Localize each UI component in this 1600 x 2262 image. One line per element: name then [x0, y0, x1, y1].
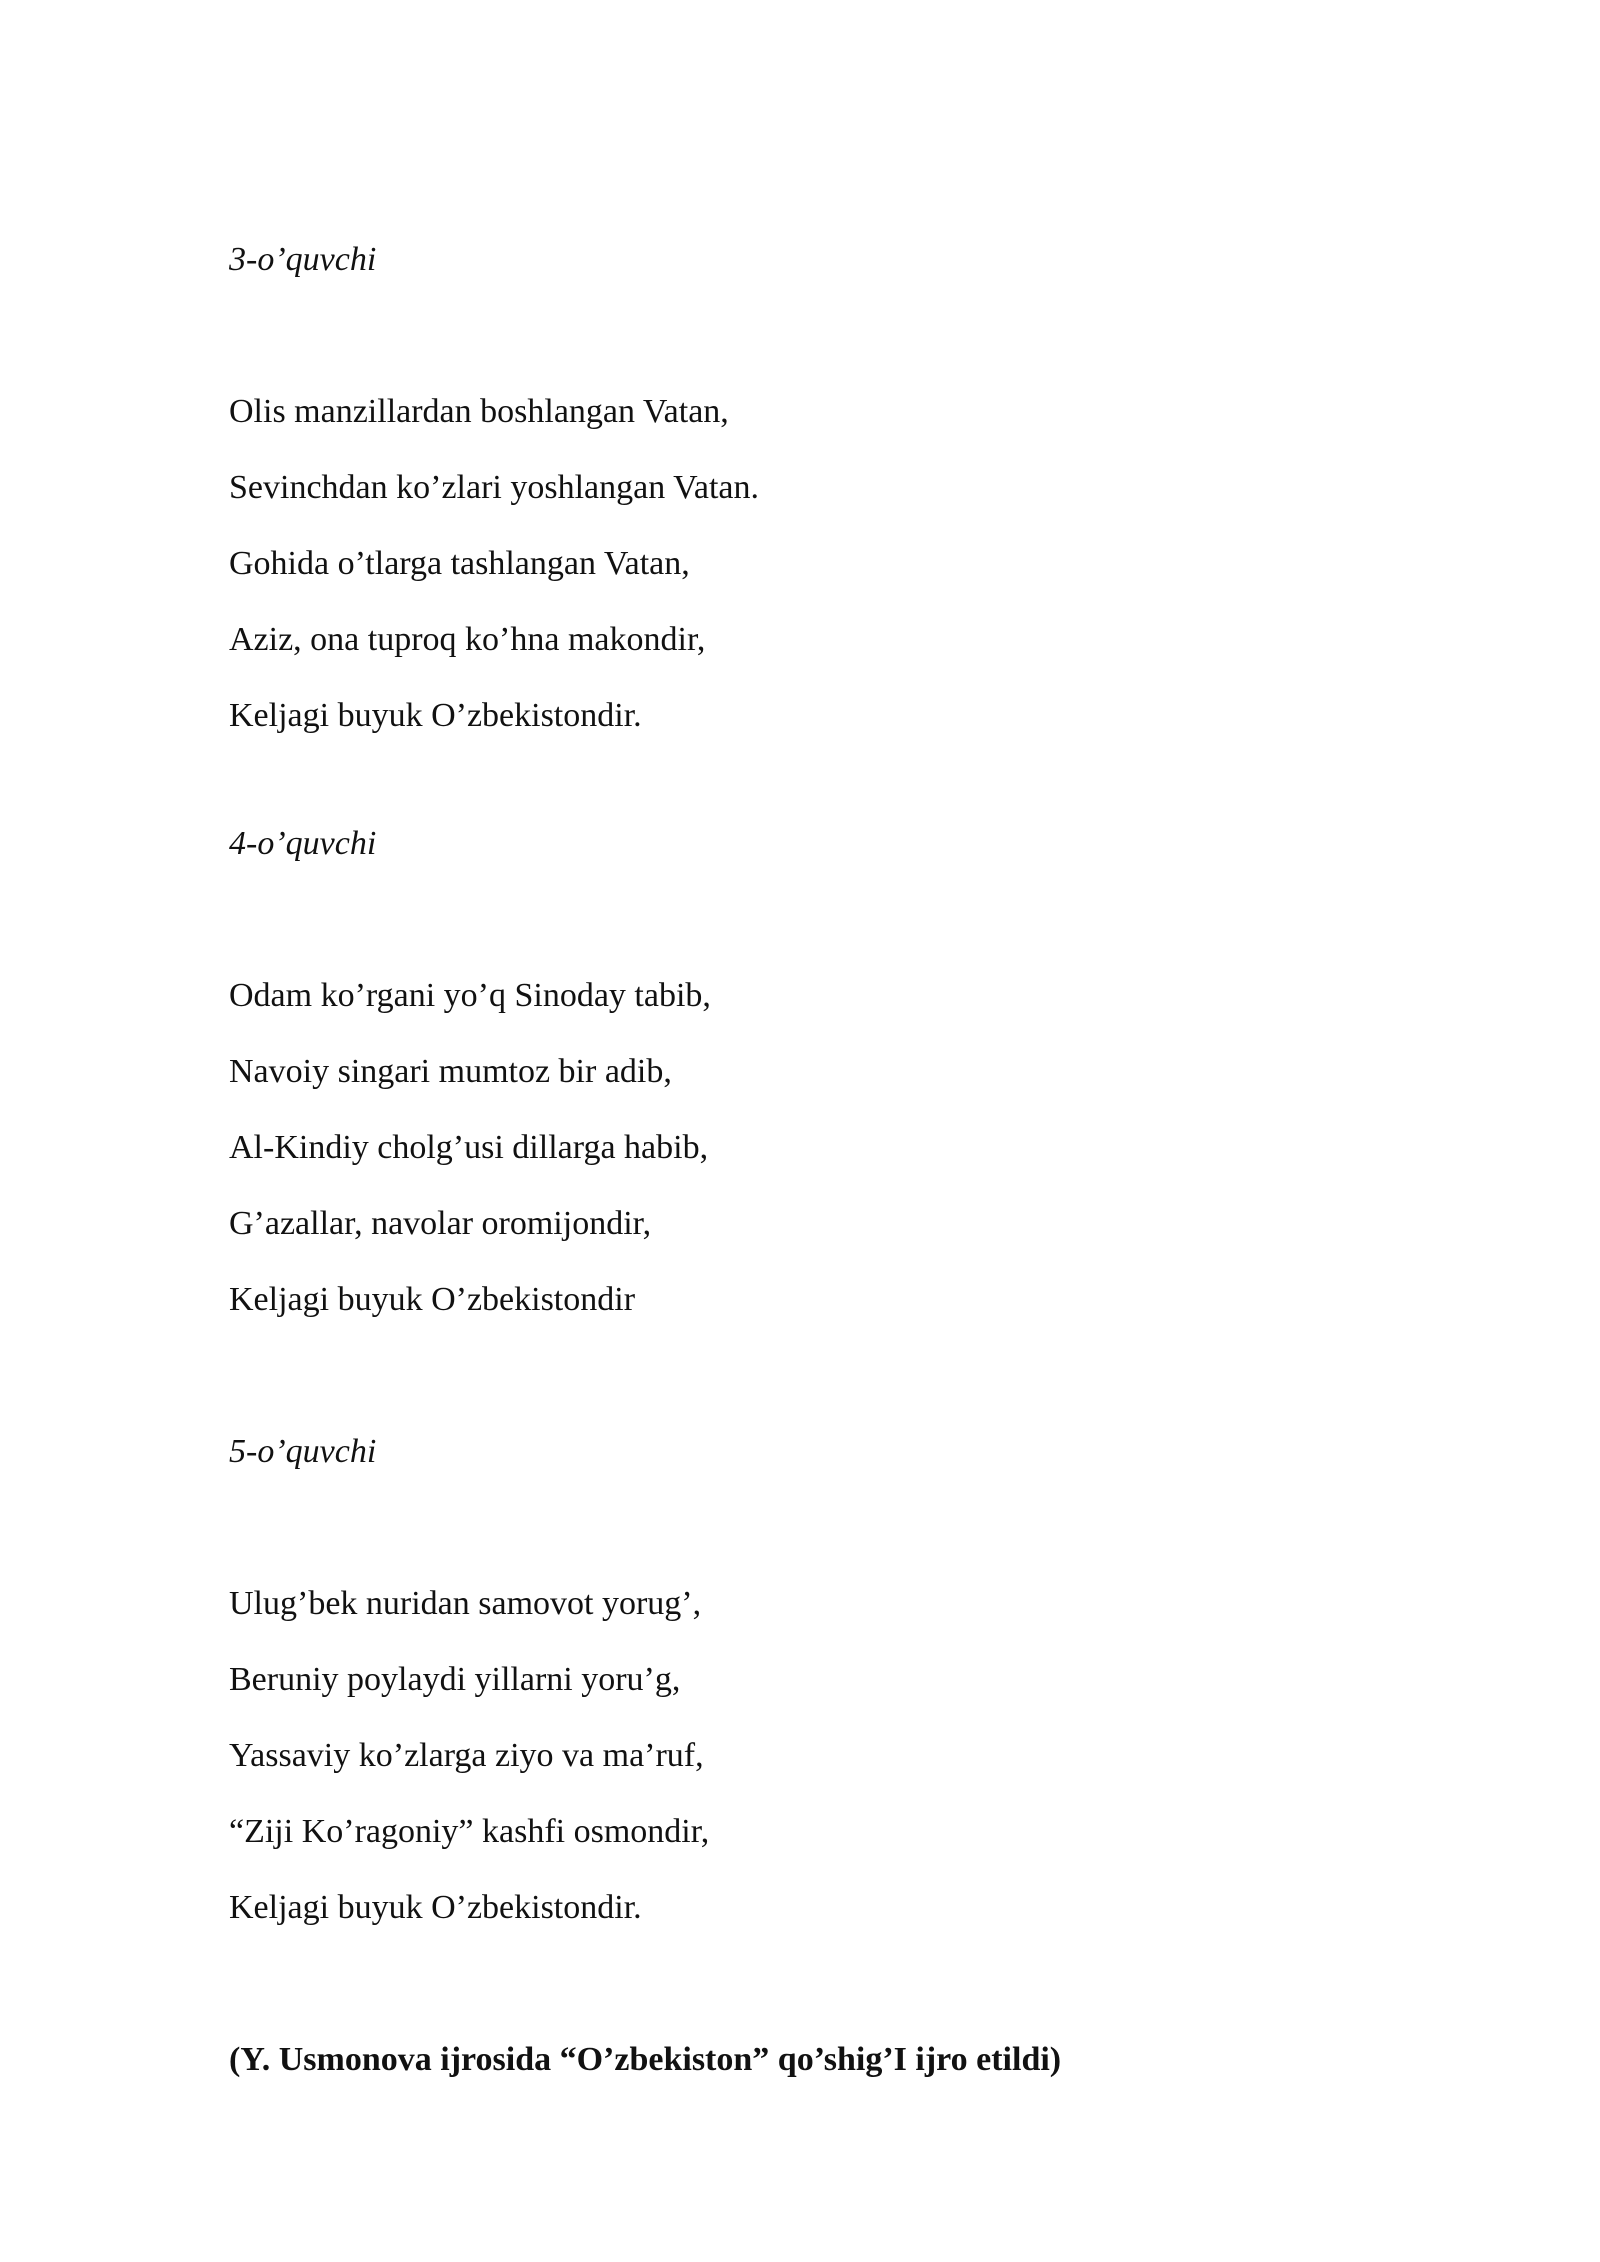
poem-line: Gohida o’tlarga tashlangan Vatan, [229, 545, 690, 582]
closing-note: (Y. Usmonova ijrosida “O’zbekiston” qo’shig’I ijro etildi) [229, 2041, 1062, 2078]
poem-line: Aziz, ona tuproq ko’hna makondir, [229, 621, 706, 658]
poem-line: Yassaviy ko’zlarga ziyo va ma’ruf, [229, 1737, 704, 1774]
poem-line: Ulug’bek nuridan samovot yorug’, [229, 1585, 702, 1622]
reader-heading-3: 3-o’quvchi [229, 241, 377, 278]
poem-line: Sevinchdan ko’zlari yoshlangan Vatan. [229, 469, 760, 506]
poem-line: Odam ko’rgani yo’q Sinoday tabib, [229, 977, 711, 1014]
poem-line: Olis manzillardan boshlangan Vatan, [229, 393, 729, 430]
poem-line: Navoiy singari mumtoz bir adib, [229, 1053, 672, 1090]
poem-line: Al-Kindiy cholg’usi dillarga habib, [229, 1129, 709, 1166]
reader-heading-5: 5-o’quvchi [229, 1433, 377, 1470]
poem-line: Keljagi buyuk O’zbekistondir. [229, 1889, 642, 1926]
reader-heading-4: 4-o’quvchi [229, 825, 377, 862]
poem-line: Keljagi buyuk O’zbekistondir [229, 1281, 636, 1318]
poem-line: Keljagi buyuk O’zbekistondir. [229, 697, 642, 734]
poem-line: “Ziji Ko’ragoniy” kashfi osmondir, [229, 1813, 710, 1850]
poem-line: Beruniy poylaydi yillarni yoru’g, [229, 1661, 681, 1698]
poem-line: G’azallar, navolar oromijondir, [229, 1205, 652, 1242]
